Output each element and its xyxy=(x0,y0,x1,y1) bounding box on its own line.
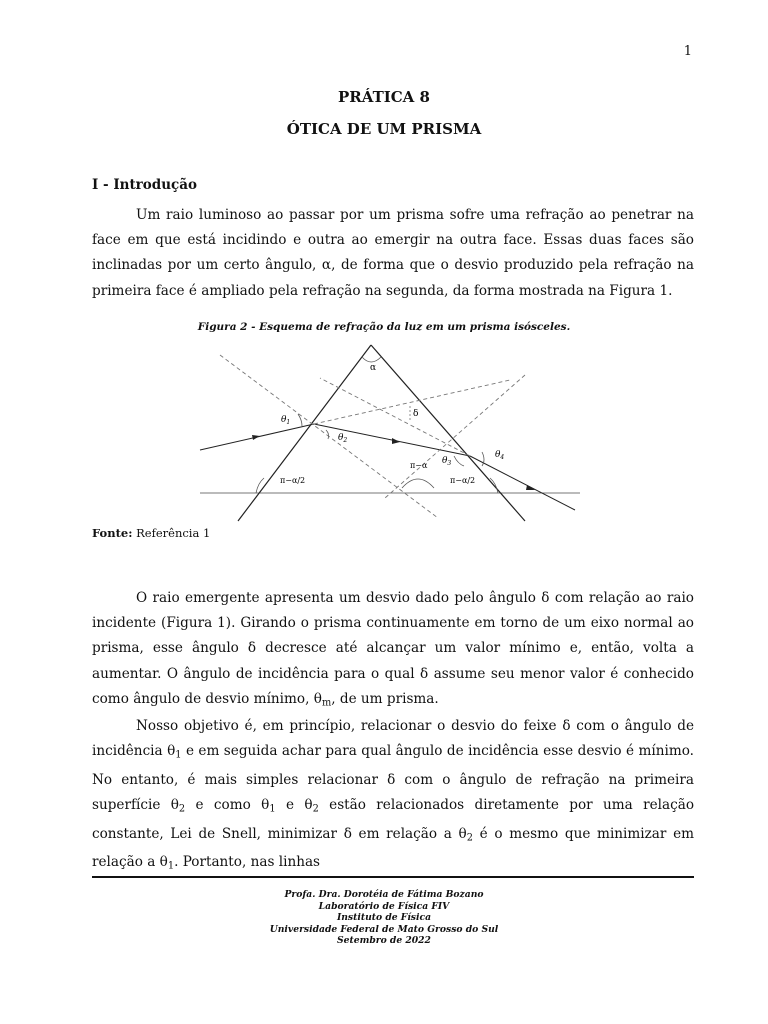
footer-university: Universidade Federal de Mato Grosso do Sul xyxy=(269,923,499,935)
paragraph-2: O raio emergente apresenta um desvio dado pelo ângulo δ com relação ao raio incidente (Figura 1). Girando o prisma continuamente em torno de um eixo normal ao prisma, esse ângulo δ decresce até alcançar um valor mínimo e, então, volta a aumentar. O ângulo de incidência para o qual δ assume seu menor valor é conhecido como ângulo de desvio mínimo, $\theta_m$, de um prisma. xyxy=(92,590,694,709)
theta3-label: $\theta_3$ xyxy=(442,456,452,467)
alpha-arc xyxy=(362,357,381,362)
theta4-arc xyxy=(482,452,484,466)
footer-author: Profa. Dra. Dorotéia de Fátima Bozano xyxy=(284,889,484,900)
page-title: PRÁTICA 8 xyxy=(338,88,430,106)
figure-source-text: Referência 1 xyxy=(132,526,211,540)
section-heading: I - Introdução xyxy=(92,177,198,193)
alpha-label: α xyxy=(369,363,377,373)
page-number: 1 xyxy=(683,44,692,59)
footer-lab: Laboratório de Física FIV xyxy=(318,900,450,912)
theta3-arc xyxy=(454,456,464,466)
emergent-ray-arrow xyxy=(526,485,535,490)
figure-source-label: Fonte: xyxy=(92,526,133,540)
incident-ray-extension xyxy=(314,380,510,424)
figure-source xyxy=(92,526,210,540)
intro-paragraph-text: Um raio luminoso ao passar por um prisma sofre uma refração ao penetrar na face em que está incidindo e outra ao emergir na outra face. Essas duas faces são inclinadas por um certo ângulo, α, de forma que o desvio produzido pela refração na primeira face é ampliado pela refração na segunda, da forma mostrada na Figura 1. xyxy=(92,207,694,299)
paragraph-3: Nosso objetivo é, em princípio, relacionar o desvio do feixe δ com o ângulo de incidência $\theta_1$ e em seguida achar para qual ângulo de incidência esse desvio é mínimo. No entanto, é mais simples relacionar δ com o ângulo de refração na primeira superfície $\theta_2$ e como $\theta_1$ e $\theta_2$ estão relacionados diretamente por uma relação constante, Lei de Snell, minimizar δ em relação a $\theta_2$ é o mesmo que minimizar em relação a $\theta_1$. Portanto, nas linhas xyxy=(92,718,695,872)
emergent-ray-extension xyxy=(320,378,470,456)
pi-minus-alpha-label: π−α xyxy=(410,461,428,470)
left-base-arc xyxy=(256,478,264,493)
theta2-label: $\theta_2$ xyxy=(338,433,348,444)
right-base-angle-label: π−α/2 xyxy=(450,476,476,485)
footer-date: Setembro de 2022 xyxy=(337,935,431,947)
incident-ray-arrow xyxy=(252,435,260,440)
theta1-label: $\theta_1$ xyxy=(281,415,291,426)
theta2-arc xyxy=(326,430,329,439)
emergent-ray xyxy=(470,456,575,510)
page-subtitle: ÓTICA DE UM PRISMA xyxy=(286,120,482,138)
prism-right-face xyxy=(371,345,525,521)
left-base-angle-label: π−α/2 xyxy=(280,476,306,485)
footer-divider xyxy=(92,876,694,878)
pi-minus-alpha-arc xyxy=(402,479,434,488)
figure-caption: Figura 2 - Esquema de refração da luz em um prisma isósceles. xyxy=(197,321,571,333)
prism-refraction-diagram xyxy=(190,340,590,525)
footer-institute: Instituto de Física xyxy=(336,912,432,924)
delta-label: δ xyxy=(413,409,419,419)
theta4-label: $\theta_4$ xyxy=(495,450,505,461)
intro-paragraph xyxy=(92,203,694,304)
footer xyxy=(0,889,768,947)
prism-left-face xyxy=(238,345,371,521)
